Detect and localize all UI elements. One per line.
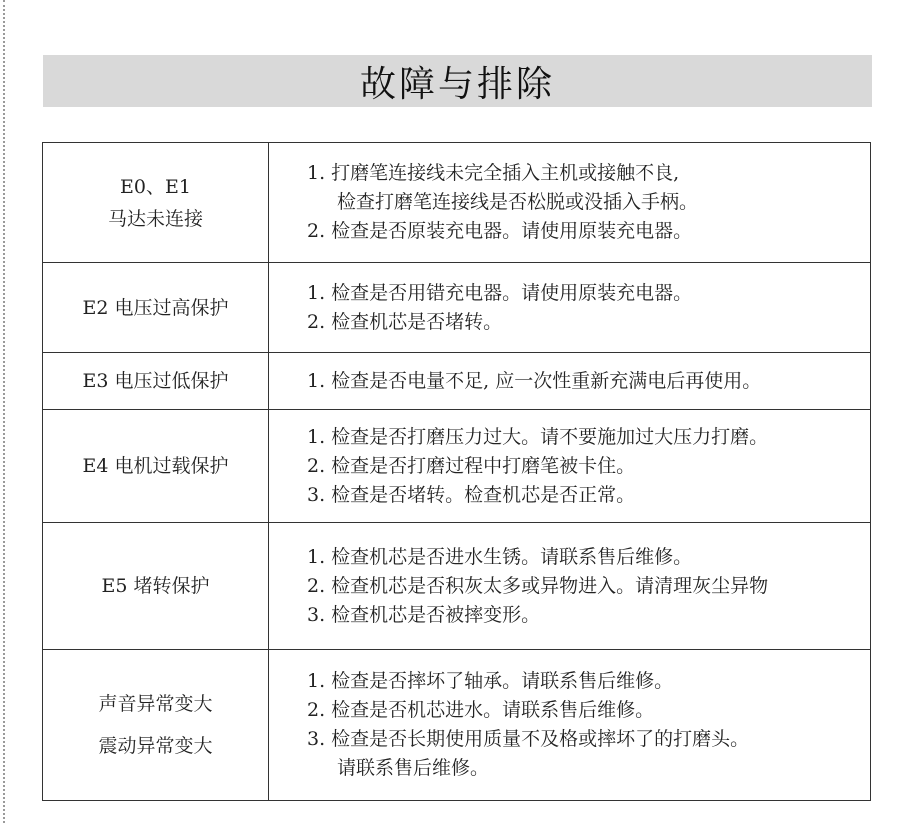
page-edge-dotted-line xyxy=(3,0,5,823)
table-row-e4 xyxy=(43,410,870,523)
solution-line: 1. 检查是否摔坏了轴承。请联系售后维修。 xyxy=(307,670,674,692)
solution-cell xyxy=(269,650,870,800)
table-row-e0-e1 xyxy=(43,143,870,263)
solution-cell xyxy=(269,353,870,409)
error-code: E3 电压过低保护 xyxy=(82,370,229,392)
table-row-e5 xyxy=(43,523,870,650)
solution-cell xyxy=(269,410,870,522)
error-code-cell xyxy=(43,410,269,522)
table-row-e3 xyxy=(43,353,870,410)
error-description: 马达未连接 xyxy=(107,207,203,230)
error-description: 震动异常变大 xyxy=(98,735,213,757)
solution-line: 2. 检查是否机芯进水。请联系售后维修。 xyxy=(307,699,655,721)
error-code: E0、E1 xyxy=(120,175,191,198)
solution-line: 3. 检查是否堵转。检查机芯是否正常。 xyxy=(307,483,636,506)
solution-line: 1. 打磨笔连接线未完全插入主机或接触不良, xyxy=(307,162,680,184)
solution-line: 检查打磨笔连接线是否松脱或没插入手柄。 xyxy=(337,191,699,213)
error-code-cell xyxy=(43,263,269,352)
troubleshooting-table xyxy=(42,142,871,801)
solution-cell xyxy=(269,263,870,352)
solution-line: 2. 检查机芯是否积灰太多或异物进入。请清理灰尘异物 xyxy=(307,574,769,597)
solution-line: 2. 检查机芯是否堵转。 xyxy=(307,310,503,333)
solution-line: 2. 检查是否原装充电器。请使用原装充电器。 xyxy=(307,220,693,242)
solution-line: 请联系售后维修。 xyxy=(337,757,490,779)
table-row-noise-vibration xyxy=(43,650,870,800)
error-code-cell xyxy=(43,353,269,409)
solution-line: 2. 检查是否打磨过程中打磨笔被卡住。 xyxy=(307,454,636,477)
solution-line: 1. 检查是否打磨压力过大。请不要施加过大压力打磨。 xyxy=(307,425,769,448)
page-title: 故障与排除 xyxy=(359,63,555,105)
error-description: 声音异常变大 xyxy=(98,693,213,715)
solution-cell xyxy=(269,523,870,649)
solution-line: 1. 检查机芯是否进水生锈。请联系售后维修。 xyxy=(307,545,693,568)
solution-line: 3. 检查机芯是否被摔变形。 xyxy=(307,603,541,626)
error-code-cell xyxy=(43,523,269,649)
solution-line: 1. 检查是否用错充电器。请使用原装充电器。 xyxy=(307,281,693,304)
solution-line: 1. 检查是否电量不足, 应一次性重新充满电后再使用。 xyxy=(307,369,762,392)
table-row-e2 xyxy=(43,263,870,353)
error-code: E2 电压过高保护 xyxy=(82,296,229,319)
error-code: E4 电机过载保护 xyxy=(82,455,229,477)
solution-line: 3. 检查是否长期使用质量不及格或摔坏了的打磨头。 xyxy=(307,728,750,750)
error-code-cell xyxy=(43,650,269,800)
title-bar xyxy=(43,55,872,107)
error-code-cell xyxy=(43,143,269,262)
error-code: E5 堵转保护 xyxy=(101,575,210,597)
solution-cell xyxy=(269,143,870,262)
